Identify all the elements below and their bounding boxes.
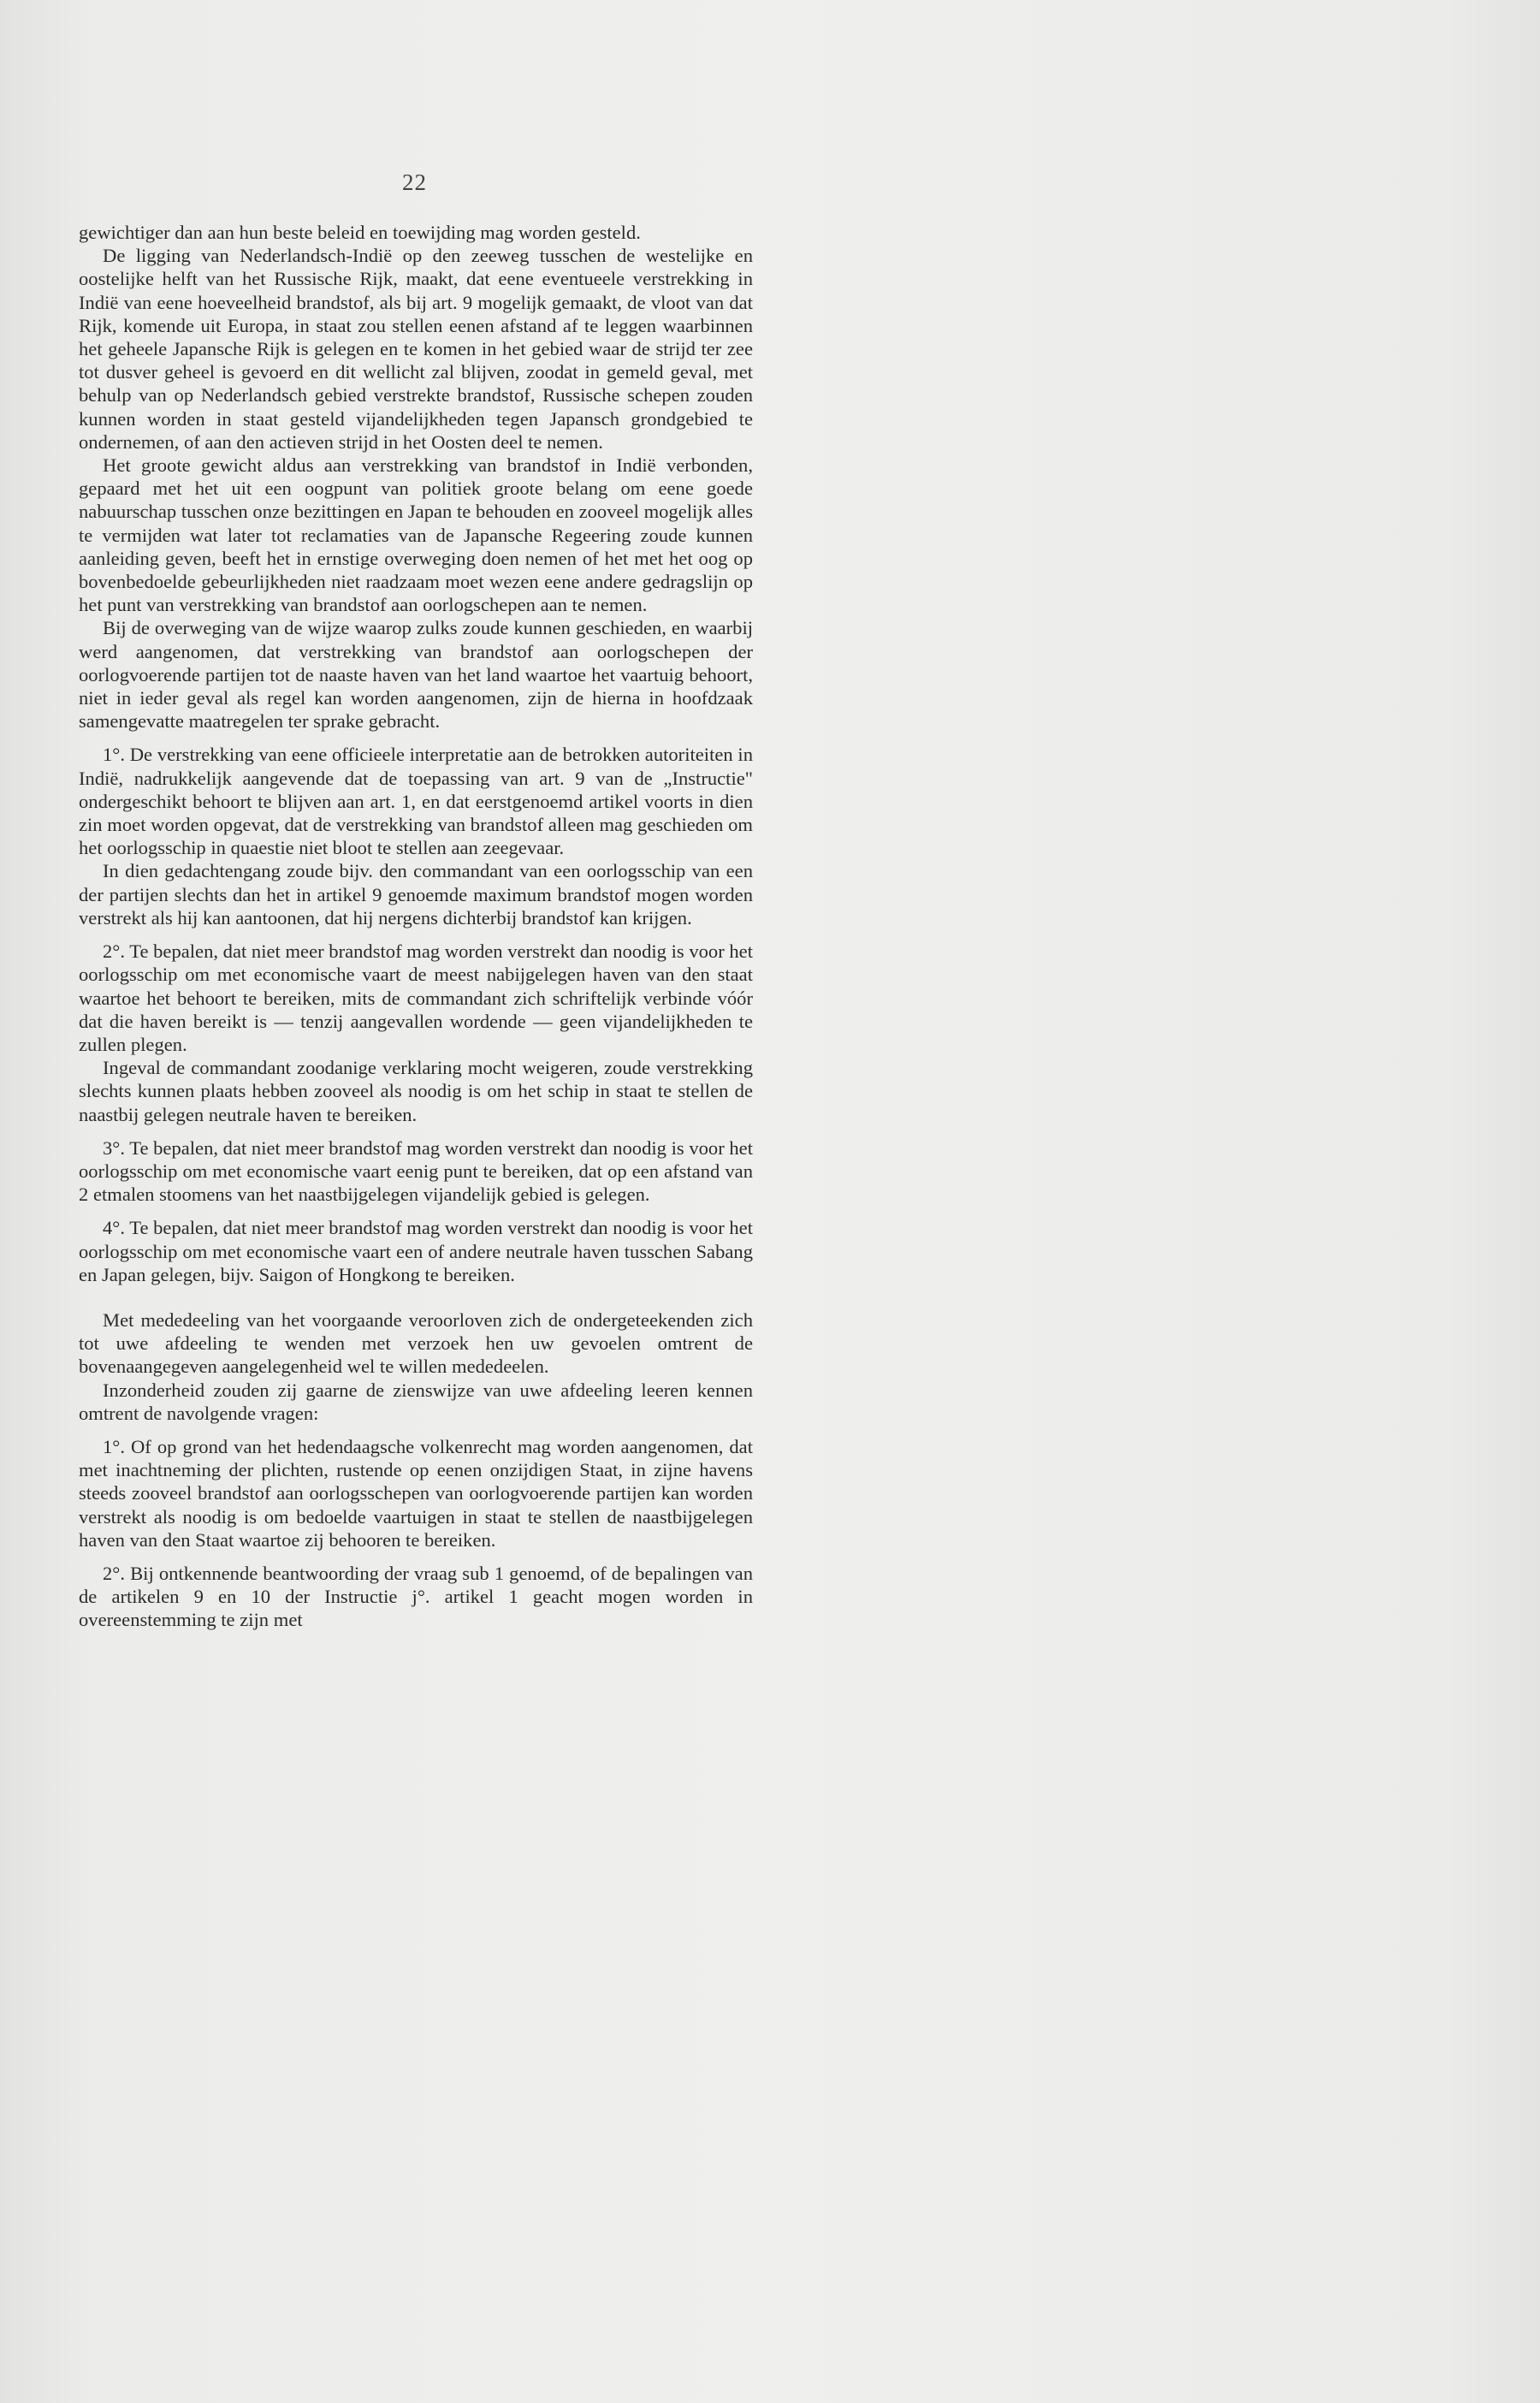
question-2: 2°. Bij ontkennende beantwoording der vraag sub 1 genoemd, of de bepalingen van de artikelen 9 en 10 der Instructie j°. artikel 1 geacht mogen worden in overeenstemming te zijn met [79,1562,753,1631]
paragraph: Met mededeeling van het voorgaande veroorloven zich de ondergeteekenden zich tot uwe afdeeling te wenden met verzoek hen uw gevoelen omtrent de bovenaangegeven aangelegenheid wel te willen mededeelen. [79,1308,753,1378]
question-1: 1°. Of op grond van het hedendaagsche volkenrecht mag worden aangenomen, dat met inachtneming der plichten, rustende op eenen onzijdigen Staat, in zijne havens steeds zooveel brandstof aan oorlogsschepen van oorlogvoerende partijen kan worden verstrekt als noodig is om bedoelde vaartuigen in staat te stellen de naastbijgelegen haven van den Staat waartoe zij behooren te bereiken. [79,1435,753,1551]
paragraph: Bij de overweging van de wijze waarop zulks zoude kunnen geschieden, en waarbij werd aangenomen, dat verstrekking van brandstof aan oorlogschepen der oorlogvoerende partijen tot de naaste haven van het land waartoe het vaartuig behoort, niet in ieder geval als regel kan worden aangenomen, zijn de hierna in hoofdzaak samengevatte maatregelen ter sprake gebracht. [79,617,753,733]
list-item-2: 2°. Te bepalen, dat niet meer brandstof mag worden verstrekt dan noodig is voor het oorlogsschip om met economische vaart de meest nabijgelegen haven van den staat waartoe het behoort te bereiken, mits de commandant zich schriftelijk verbinde vóór dat die haven bereikt is — tenzij aangevallen wordende — geen vijandelijkheden te zullen plegen. [79,940,753,1055]
page-number: 22 [402,169,427,195]
paragraph: Ingeval de commandant zoodanige verklaring mocht weigeren, zoude verstrekking slechts kunnen plaats hebben zooveel als noodig is om het schip in staat te stellen de naastbij gelegen neutrale haven te bereiken. [79,1057,753,1125]
paragraph: gewichtiger dan aan hun beste beleid en toewijding mag worden gesteld. [79,222,641,243]
paragraph: Het groote gewicht aldus aan verstrekking van brandstof in Indië verbonden, gepaard met het uit een oogpunt van politiek groote belang om eene goede nabuurschap tusschen onze bezittingen en Japan te behouden en zooveel mogelijk alles te vermijden wat later tot reclamaties van de Japansche Regeering zoude kunnen aanleiding geven, beeft het in ernstige overweging doen nemen of het met het oog op bovenbedoelde gebeurlijkheden niet raadzaam moet wezen eene andere gedragslijn op het punt van verstrekking van brandstof aan oorlogschepen aan te nemen. [79,454,753,616]
list-item-3: 3°. Te bepalen, dat niet meer brandstof mag worden verstrekt dan noodig is voor het oorlogsschip om met economische vaart eenig punt te bereiken, dat op een afstand van 2 etmalen stoomens van het naastbijgelegen vijandelijk gebied is gelegen. [79,1136,753,1206]
body-text [79,221,753,1632]
paragraph: De ligging van Nederlandsch-Indië op den zeeweg tusschen de westelijke en oostelijke helft van het Russische Rijk, maakt, dat eene eventueele verstrekking in Indië van eene hoeveelheid brandstof, als bij art. 9 mogelijk gemaakt, de vloot van dat Rijk, komende uit Europa, in staat zou stellen eenen afstand af te leggen waarbinnen het geheele Japansche Rijk is gelegen en te komen in het gebied waar de strijd ter zee tot dusver geheel is gevoerd en dit wellicht zal blijven, zoodat in gemeld geval, met behulp van op Nederlandsch gebied verstrekte brandstof, Russische schepen zouden kunnen worden in staat gesteld vijandelijkheden tegen Japansch grondgebied te ondernemen, of aan den actieven strijd in het Oosten deel te nemen. [79,245,753,453]
list-item-4: 4°. Te bepalen, dat niet meer brandstof mag worden verstrekt dan noodig is voor het oorlogsschip om met economische vaart een of andere neutrale haven tusschen Sabang en Japan gelegen, bijv. Saigon of Hongkong te bereiken. [79,1217,753,1285]
paragraph: Inzonderheid zouden zij gaarne de zienswijze van uwe afdeeling leeren kennen omtrent de navolgende vragen: [79,1379,753,1424]
paragraph: In dien gedachtengang zoude bijv. den commandant van een oorlogsschip van een der partijen slechts dan het in artikel 9 genoemde maximum brandstof mogen worden verstrekt als hij kan aantoonen, dat hij nergens dichterbij brandstof kan krijgen. [79,860,753,929]
list-item-1: 1°. De verstrekking van eene officieele interpretatie aan de betrokken autoriteiten in Indië, nadrukkelijk aangevende dat de toepassing van art. 9 van de „Instructie" ondergeschikt behoort te blijven aan art. 1, en dat eerstgenoemd artikel voorts in dien zin moet worden opgevat, dat de verstrekking van brandstof alleen mag geschieden om het oorlogsschip in quaestie niet bloot te stellen aan zeegevaar. [79,744,753,859]
